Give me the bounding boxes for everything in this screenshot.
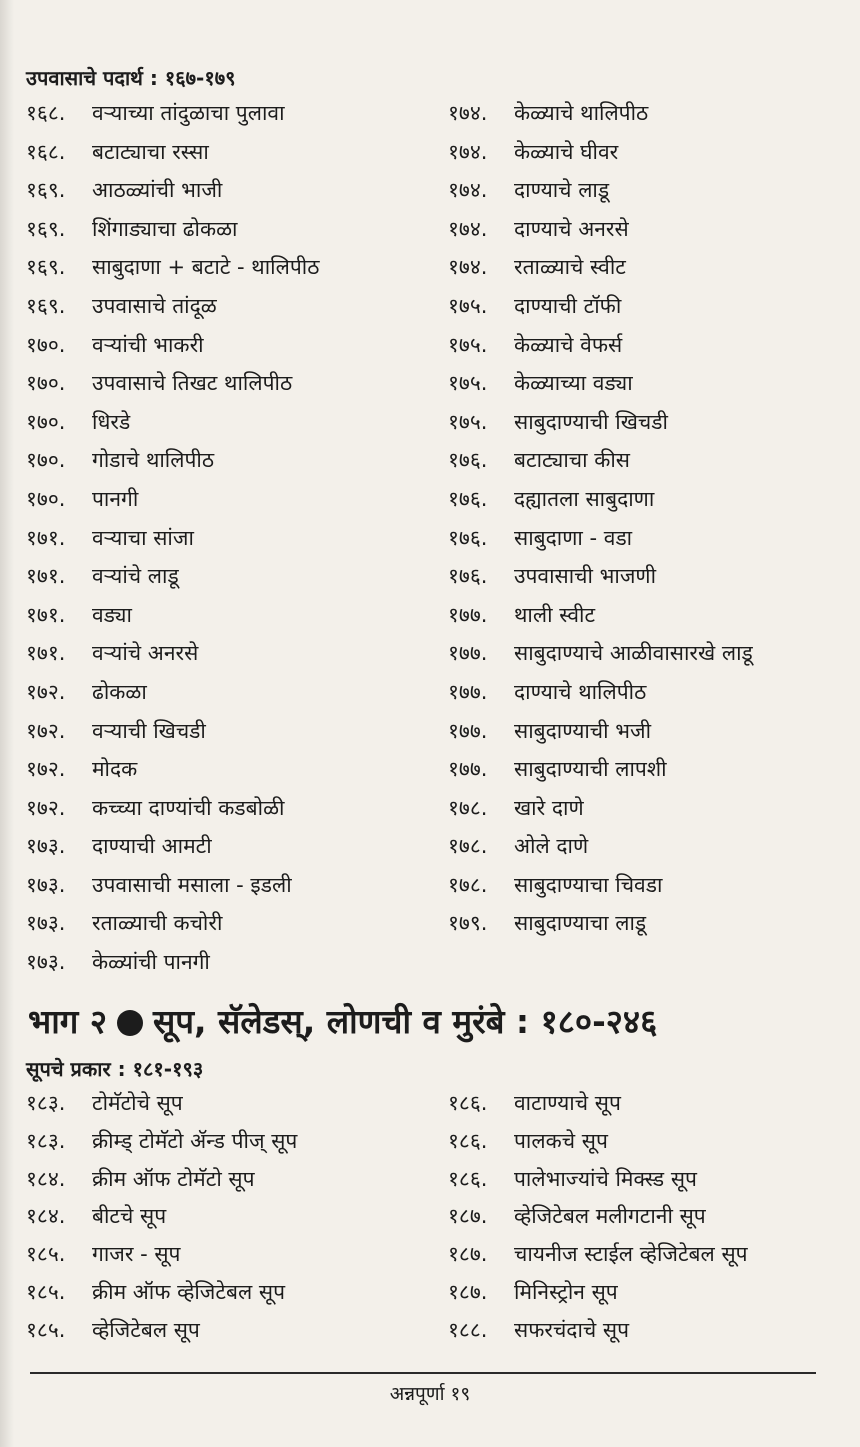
page-number: १८६.	[448, 1128, 488, 1153]
recipe-title: पालेभाज्यांचे मिक्स्ड सूप	[514, 1166, 697, 1191]
list-item	[448, 634, 753, 673]
list-item	[26, 248, 319, 287]
recipe-title: दाण्याची टॉफी	[514, 293, 622, 318]
list-item	[26, 1236, 297, 1274]
fasting-foods-right-column	[448, 94, 753, 943]
recipe-title: मिनिस्ट्रोन सूप	[514, 1279, 618, 1304]
recipe-title: बीटचे सूप	[92, 1204, 167, 1229]
recipe-title: ढोकळा	[92, 679, 147, 704]
page-number: १७५.	[448, 371, 488, 396]
list-item	[448, 326, 753, 365]
recipe-title: गोडाचे थालिपीठ	[92, 448, 215, 473]
page-number: १८७.	[448, 1279, 488, 1304]
list-item	[448, 712, 753, 751]
list-item	[448, 1123, 748, 1161]
list-item	[26, 789, 319, 828]
page-number: १८५.	[26, 1242, 66, 1267]
list-item	[26, 133, 319, 172]
page-number: १६९.	[26, 255, 66, 280]
recipe-title: उपवासाचे तिखट थालिपीठ	[92, 371, 293, 396]
recipe-title: खारे दाणे	[514, 795, 584, 820]
recipe-title: साबुदाणा + बटाटे - थालिपीठ	[92, 255, 320, 280]
list-item	[26, 750, 319, 789]
footer-rule	[30, 1372, 816, 1374]
page-number: १७७.	[448, 602, 488, 627]
list-item	[26, 673, 319, 712]
list-item	[26, 943, 319, 982]
list-item	[448, 403, 753, 442]
page-number: १७३.	[26, 950, 66, 975]
list-item	[26, 904, 319, 943]
list-item	[26, 1312, 297, 1350]
recipe-title: केळ्याचे थालिपीठ	[514, 101, 649, 125]
list-item	[26, 403, 319, 442]
recipe-title: टोमॅटोचे सूप	[92, 1091, 183, 1115]
recipe-title: कच्च्या दाण्यांची कडबोळी	[92, 795, 285, 820]
list-item	[448, 248, 753, 287]
list-item	[448, 827, 753, 866]
page-number: १८४.	[26, 1166, 66, 1191]
list-item	[448, 789, 753, 828]
page-number: १८६.	[448, 1091, 488, 1115]
list-item	[448, 441, 753, 480]
list-item	[26, 634, 319, 673]
page-number: १८७.	[448, 1204, 488, 1229]
page-number: १८५.	[26, 1279, 66, 1304]
part-2-heading	[28, 996, 657, 1048]
recipe-title: बटाट्याचा रस्सा	[92, 139, 209, 164]
recipe-title: व्हेजिटेबल मलीगटानी सूप	[514, 1204, 706, 1229]
recipe-title: दह्यातला साबुदाणा	[514, 486, 655, 511]
recipe-title: पानगी	[92, 486, 139, 511]
page-number: १७२.	[26, 757, 66, 782]
list-item	[448, 1085, 748, 1123]
recipe-title: मोदक	[92, 757, 138, 782]
recipe-title: सफरचंदाचे सूप	[514, 1317, 630, 1342]
page-number: १८८.	[448, 1317, 488, 1342]
recipe-title: साबुदाण्याचा लाडू	[514, 911, 647, 936]
page-number: १७७.	[448, 679, 488, 704]
recipe-title: साबुदाण्याचे आळीवासारखे लाडू	[514, 641, 753, 666]
soup-left-column	[26, 1085, 297, 1350]
list-item	[26, 1123, 297, 1161]
list-item	[448, 750, 753, 789]
list-item	[26, 94, 319, 133]
recipe-title: वऱ्यांची भाकरी	[92, 332, 204, 357]
page-number: १७१.	[26, 602, 66, 627]
recipe-title: गाजर - सूप	[92, 1242, 181, 1267]
recipe-title: केळ्याचे वेफर्स	[514, 332, 623, 357]
recipe-title: रताळ्याची कचोरी	[92, 911, 223, 936]
list-item	[448, 866, 753, 905]
list-item	[448, 364, 753, 403]
recipe-title: क्रीम्ड् टोमॅटो ॲन्ड पीज् सूप	[92, 1128, 298, 1153]
recipe-title: उपवासाचे तांदूळ	[92, 293, 217, 318]
page-number: १७९.	[448, 911, 488, 936]
recipe-title: क्रीम ऑफ व्हेजिटेबल सूप	[92, 1279, 286, 1304]
page-edge-shadow	[0, 0, 14, 1447]
list-item	[448, 1274, 748, 1312]
page-number: १८३.	[26, 1091, 66, 1115]
list-item	[26, 866, 319, 905]
page-number: १७०.	[26, 486, 66, 511]
page-number: १७२.	[26, 718, 66, 743]
page-number: १७१.	[26, 564, 66, 589]
page-number: १६९.	[26, 216, 66, 241]
list-item	[448, 1161, 748, 1199]
page-number: १६९.	[26, 178, 66, 203]
page-number: १७०.	[26, 371, 66, 396]
recipe-title: वऱ्यांचे अनरसे	[92, 641, 199, 666]
list-item	[448, 1236, 748, 1274]
recipe-title: वाटाण्याचे सूप	[514, 1091, 621, 1115]
fasting-foods-left-column	[26, 94, 319, 982]
recipe-title: दाण्याचे लाडू	[514, 178, 610, 203]
page-number: १७०.	[26, 332, 66, 357]
page-number: १८५.	[26, 1317, 66, 1342]
recipe-title: धिरडे	[92, 409, 131, 434]
list-item	[448, 480, 753, 519]
recipe-title: रताळ्याचे स्वीट	[514, 255, 626, 280]
page-number: १७४.	[448, 178, 488, 203]
recipe-title: केळ्याचे घीवर	[514, 139, 619, 164]
page-number: १८६.	[448, 1166, 488, 1191]
recipe-title: वऱ्याचा सांजा	[92, 525, 194, 550]
page-number: १७६.	[448, 486, 488, 511]
page-number: १७२.	[26, 679, 66, 704]
page-number: १७६.	[448, 525, 488, 550]
section-heading-soup-types: सूपचे प्रकार : १८१-१९३	[26, 1057, 204, 1081]
list-item	[448, 210, 753, 249]
list-item	[26, 441, 319, 480]
recipe-title: चायनीज स्टाईल व्हेजिटेबल सूप	[514, 1242, 748, 1267]
page-number: १७७.	[448, 718, 488, 743]
page-number: १८४.	[26, 1204, 66, 1229]
page-number: १७४.	[448, 216, 488, 241]
list-item	[26, 1085, 297, 1123]
recipe-title: उपवासाची भाजणी	[514, 564, 657, 589]
page-number: १७४.	[448, 101, 488, 125]
recipe-title: बटाट्याचा कीस	[514, 448, 630, 473]
page-number: १७६.	[448, 448, 488, 473]
list-item	[26, 364, 319, 403]
recipe-title: ओले दाणे	[514, 834, 589, 859]
list-item	[26, 557, 319, 596]
page-number: १६८.	[26, 139, 66, 164]
page-number: १७५.	[448, 293, 488, 318]
page-number: १७७.	[448, 641, 488, 666]
recipe-title: वऱ्यांचे लाडू	[92, 564, 179, 589]
list-item	[26, 1198, 297, 1236]
page-number: १७८.	[448, 872, 488, 897]
list-item	[448, 596, 753, 635]
page-number: १७५.	[448, 409, 488, 434]
page-number: १७०.	[26, 409, 66, 434]
page-number: १७३.	[26, 911, 66, 936]
page-number: १७६.	[448, 564, 488, 589]
recipe-title: पालकचे सूप	[514, 1128, 608, 1153]
recipe-title: थाली स्वीट	[514, 602, 596, 627]
page-number: १७२.	[26, 795, 66, 820]
page-footer: अन्नपूर्णा १९	[389, 1383, 471, 1405]
recipe-title: वड्या	[92, 602, 132, 627]
page-number: १६८.	[26, 101, 66, 125]
list-item	[26, 171, 319, 210]
list-item	[448, 673, 753, 712]
page-number: १७५.	[448, 332, 488, 357]
recipe-title: क्रीम ऑफ टोमॅटो सूप	[92, 1166, 255, 1191]
list-item	[448, 904, 753, 943]
recipe-title: साबुदाण्याची लापशी	[514, 757, 667, 782]
list-item	[26, 480, 319, 519]
list-item	[26, 1161, 297, 1199]
recipe-title: दाण्याचे अनरसे	[514, 216, 629, 241]
page-number: १८७.	[448, 1242, 488, 1267]
recipe-title: साबुदाण्याचा चिवडा	[514, 872, 663, 897]
recipe-title: आठळ्यांची भाजी	[92, 178, 223, 203]
page-number: १७७.	[448, 757, 488, 782]
recipe-title: केळ्याच्या वड्या	[514, 371, 633, 396]
recipe-title: दाण्याची आमटी	[92, 834, 212, 859]
page-number: १६९.	[26, 293, 66, 318]
page-number: १७१.	[26, 641, 66, 666]
recipe-title: शिंगाड्याचा ढोकळा	[92, 216, 238, 241]
list-item	[448, 287, 753, 326]
list-item	[26, 210, 319, 249]
recipe-title: साबुदाण्याची खिचडी	[514, 409, 668, 434]
page-number: १७१.	[26, 525, 66, 550]
recipe-title: साबुदाणा - वडा	[514, 525, 633, 550]
list-item	[26, 827, 319, 866]
page-number: १८३.	[26, 1128, 66, 1153]
page-number: १७४.	[448, 255, 488, 280]
recipe-title: वऱ्याच्या तांदुळाचा पुलावा	[92, 101, 285, 125]
page-number: १७३.	[26, 872, 66, 897]
bullet-icon	[117, 1010, 143, 1036]
soup-right-column	[448, 1085, 748, 1350]
list-item	[448, 94, 753, 133]
section-heading-fasting-foods: उपवासाचे पदार्थ : १६७-१७९	[26, 66, 236, 90]
list-item	[448, 1312, 748, 1350]
list-item	[448, 1198, 748, 1236]
list-item	[26, 596, 319, 635]
list-item	[448, 519, 753, 558]
list-item	[448, 557, 753, 596]
page-number: १७३.	[26, 834, 66, 859]
part-label: भाग २	[28, 1002, 107, 1041]
page-number: १७८.	[448, 834, 488, 859]
list-item	[26, 712, 319, 751]
recipe-title: दाण्याचे थालिपीठ	[514, 679, 647, 704]
list-item	[448, 133, 753, 172]
part-title: सूप, सॅलेडस्, लोणची व मुरंबे : १८०-२४६	[152, 1002, 658, 1041]
recipe-title: व्हेजिटेबल सूप	[92, 1317, 200, 1342]
list-item	[448, 171, 753, 210]
recipe-title: केळ्यांची पानगी	[92, 950, 210, 975]
page-number: १७०.	[26, 448, 66, 473]
recipe-title: वऱ्याची खिचडी	[92, 718, 206, 743]
page-number: १७४.	[448, 139, 488, 164]
list-item	[26, 287, 319, 326]
list-item	[26, 326, 319, 365]
recipe-title: उपवासाची मसाला - इडली	[92, 872, 292, 897]
page-number: १७८.	[448, 795, 488, 820]
list-item	[26, 1274, 297, 1312]
list-item	[26, 519, 319, 558]
recipe-title: साबुदाण्याची भजी	[514, 718, 652, 743]
